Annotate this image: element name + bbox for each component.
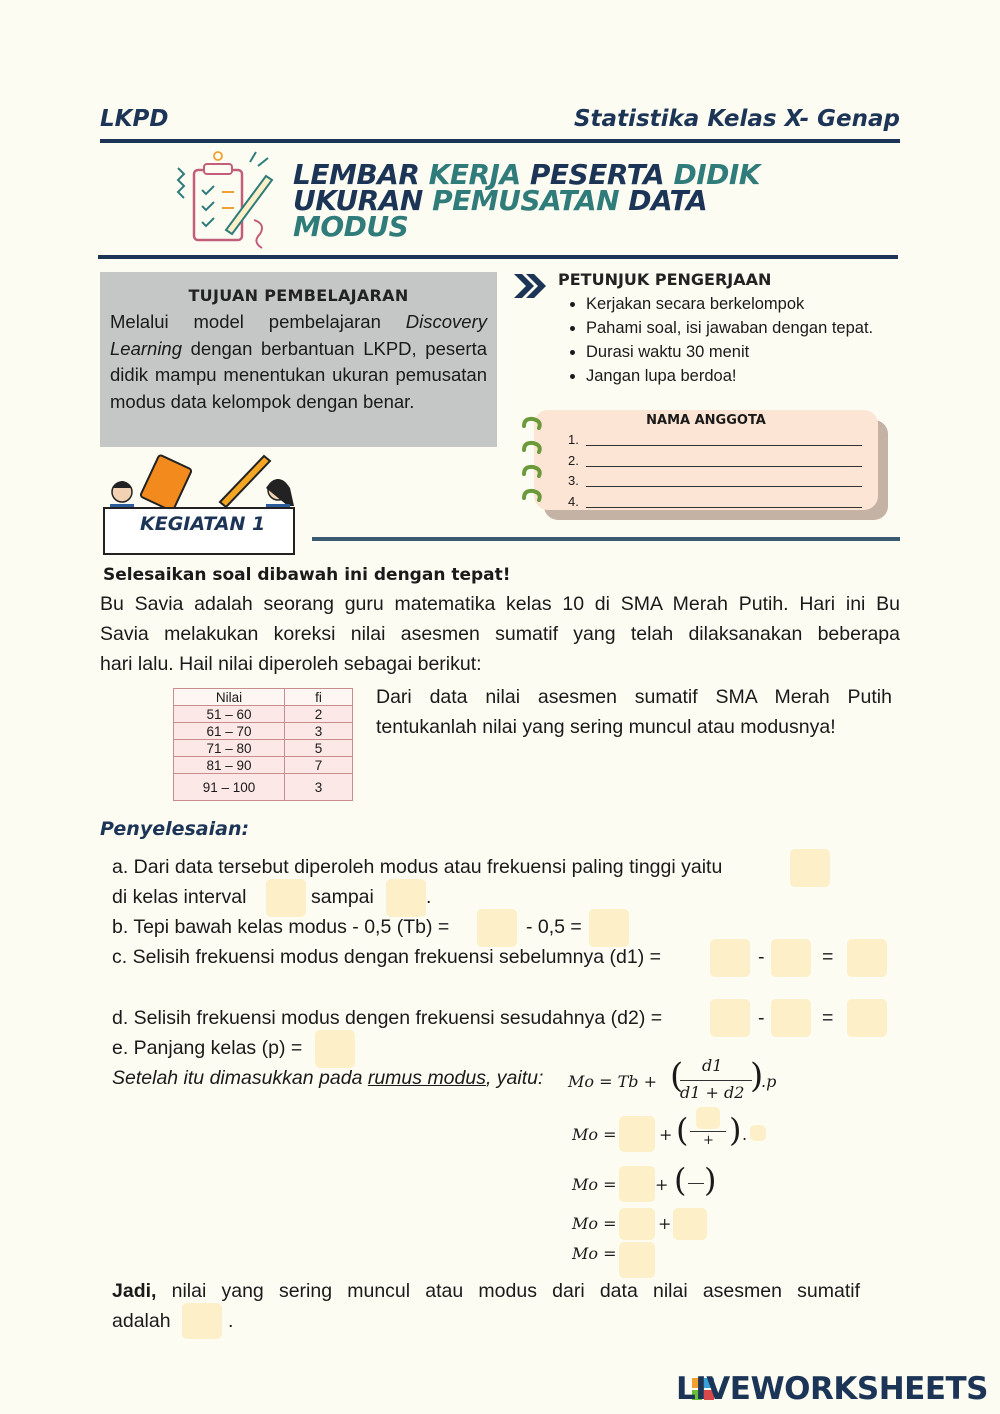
solution-a-line1: a. Dari data tersebut diperoleh modus atau frekuensi paling tinggi yaitu [112, 856, 723, 878]
answer-box-d1-b[interactable] [771, 939, 811, 977]
solution-a-line2-pre: di kelas interval [112, 886, 247, 908]
binder-rings-icon [518, 416, 550, 508]
minus-sign: - [758, 946, 765, 968]
member-line-3[interactable]: 3. [568, 473, 579, 488]
equals-sign: = [822, 1007, 834, 1029]
conclusion: Jadi, nilai yang sering muncul atau modus dari data nilai asesmen sumatif adalah [112, 1280, 860, 1332]
fraction-bar [690, 1131, 726, 1132]
list-item: • Kerjakan secara berkelompok [586, 292, 873, 316]
solution-c: c. Selisih frekuensi modus dengan frekuensi sebelumnya (d1) = [112, 946, 662, 968]
answer-box-d2-b[interactable] [771, 999, 811, 1037]
header-left: LKPD [100, 106, 169, 132]
list-item: • Pahami soal, isi jawaban dengan tepat. [586, 316, 873, 340]
paren-left: ( [670, 1056, 684, 1096]
member-card [534, 410, 878, 510]
activity-rule [312, 537, 900, 541]
member-line-2[interactable]: 2. [568, 453, 579, 468]
task-paragraph: Bu Savia adalah seorang guru matematika kelas 10 di SMA Merah Putih. Hari ini Bu Savia melakukan koreksi nilai asesmen sumatif yang telah dilaksanakan beberapa hari lalu. Hail nilai diperoleh sebagai berikut: [100, 593, 900, 675]
table-row: 81 – 90 7 [174, 757, 353, 774]
solution-e: e. Panjang kelas (p) = [112, 1037, 303, 1059]
mo-step-3: Mo = [572, 1214, 617, 1233]
page-title: LEMBAR KERJA PESERTA DIDIK UKURAN PEMUSATAN DATA MODUS [293, 158, 761, 243]
answer-box-step2-tb[interactable] [619, 1166, 655, 1202]
task-question: Dari data nilai asesmen sumatif SMA Merah Putih tentukanlah nilai yang sering muncul atau modusnya! [376, 686, 892, 738]
answer-box-mode-frequency[interactable] [790, 849, 830, 887]
equals-sign: = [822, 946, 834, 968]
learning-goal-heading: TUJUAN PEMBELAJARAN [188, 286, 409, 305]
plus-sign: + [659, 1125, 673, 1144]
formula-p: .p [761, 1072, 777, 1091]
member-line-1[interactable]: 1. [568, 432, 579, 447]
instructions-list [558, 292, 873, 388]
mo-result: Mo = [572, 1244, 617, 1263]
table-header-row: Nilai fi [174, 689, 353, 706]
paren-right: ) [704, 1161, 717, 1199]
solution-a-line2-mid: sampai [311, 886, 374, 908]
plus-sign: + [658, 1214, 672, 1233]
modus-formula: Mo = Tb + [568, 1072, 658, 1091]
task-instruction: Selesaikan soal dibawah ini dengan tepat! [103, 565, 511, 585]
answer-box-step1-tb[interactable] [619, 1116, 655, 1152]
dot: . [742, 1125, 748, 1144]
answer-box-conclusion[interactable] [182, 1303, 222, 1339]
double-chevron-icon [512, 272, 546, 300]
paren-left: ( [674, 1161, 687, 1199]
table-row: 91 – 100 3 [174, 774, 353, 801]
fraction-bar [688, 1183, 704, 1184]
member-line-4[interactable]: 4. [568, 494, 579, 509]
paren-right: ) [729, 1111, 742, 1149]
answer-box-d2-a[interactable] [710, 999, 750, 1037]
header-rule [100, 139, 900, 143]
plus-sign: + [655, 1175, 669, 1194]
mo-step-1: Mo = [572, 1125, 617, 1144]
solution-heading: Penyelesaian: [100, 818, 250, 840]
instructions-heading: PETUNJUK PENGERJAAN [558, 270, 772, 289]
table-row: 61 – 70 3 [174, 723, 353, 740]
answer-box-step3-a[interactable] [619, 1208, 655, 1240]
answer-box-d1-a[interactable] [710, 939, 750, 977]
activity-label: KEGIATAN 1 [140, 513, 266, 535]
header-right: Statistika Kelas X- Genap [573, 106, 900, 132]
answer-box-d2[interactable] [847, 999, 887, 1037]
paren-left: ( [676, 1111, 689, 1149]
fraction-bar [680, 1080, 752, 1081]
list-item: • Jangan lupa berdoa! [586, 364, 873, 388]
paren-right: ) [750, 1056, 764, 1096]
solution-a-line2-end: . [426, 886, 432, 908]
solution-d: d. Selisih frekuensi modus dengen frekuensi sesudahnya (d2) = [112, 1007, 663, 1029]
answer-box-mo-result[interactable] [619, 1242, 655, 1278]
member-card-heading: NAMA ANGGOTA [646, 413, 766, 428]
answer-box-d1[interactable] [847, 939, 887, 977]
conclusion-end: . [228, 1310, 234, 1332]
list-item: • Durasi waktu 30 menit [586, 340, 873, 364]
table-row: 71 – 80 5 [174, 740, 353, 757]
formula-denominator: d1 + d2 [680, 1083, 745, 1102]
plus-sign: + [703, 1133, 714, 1148]
minus-sign: - [758, 1007, 765, 1029]
title-rule [98, 255, 898, 259]
learning-goal-text: Melalui model pembelajaran Discovery Learning dengan berbantuan LKPD, peserta didik mampu menentukan ukuran pemusatan modus data kelompok dengan benar. [110, 311, 487, 412]
footer-brand: LIVEWORKSHEETS [676, 1371, 988, 1407]
solution-b-mid: - 0,5 = [526, 916, 582, 938]
answer-box-step3-b[interactable] [673, 1208, 707, 1240]
formula-numerator: d1 [702, 1056, 723, 1075]
frequency-table [173, 688, 353, 801]
solution-b-pre: b. Tepi bawah kelas modus - 0,5 (Tb) = [112, 916, 450, 938]
clipboard-checklist-icon [170, 150, 280, 250]
table-row: 51 – 60 2 [174, 706, 353, 723]
mo-step-2: Mo = [572, 1175, 617, 1194]
students-illustration [100, 450, 310, 560]
answer-box-step1-num[interactable] [696, 1107, 720, 1129]
formula-intro: Setelah itu dimasukkan pada rumus modus, yaitu: [112, 1067, 544, 1089]
learning-goal-box [100, 272, 497, 447]
answer-box-step1-p[interactable] [750, 1125, 766, 1141]
